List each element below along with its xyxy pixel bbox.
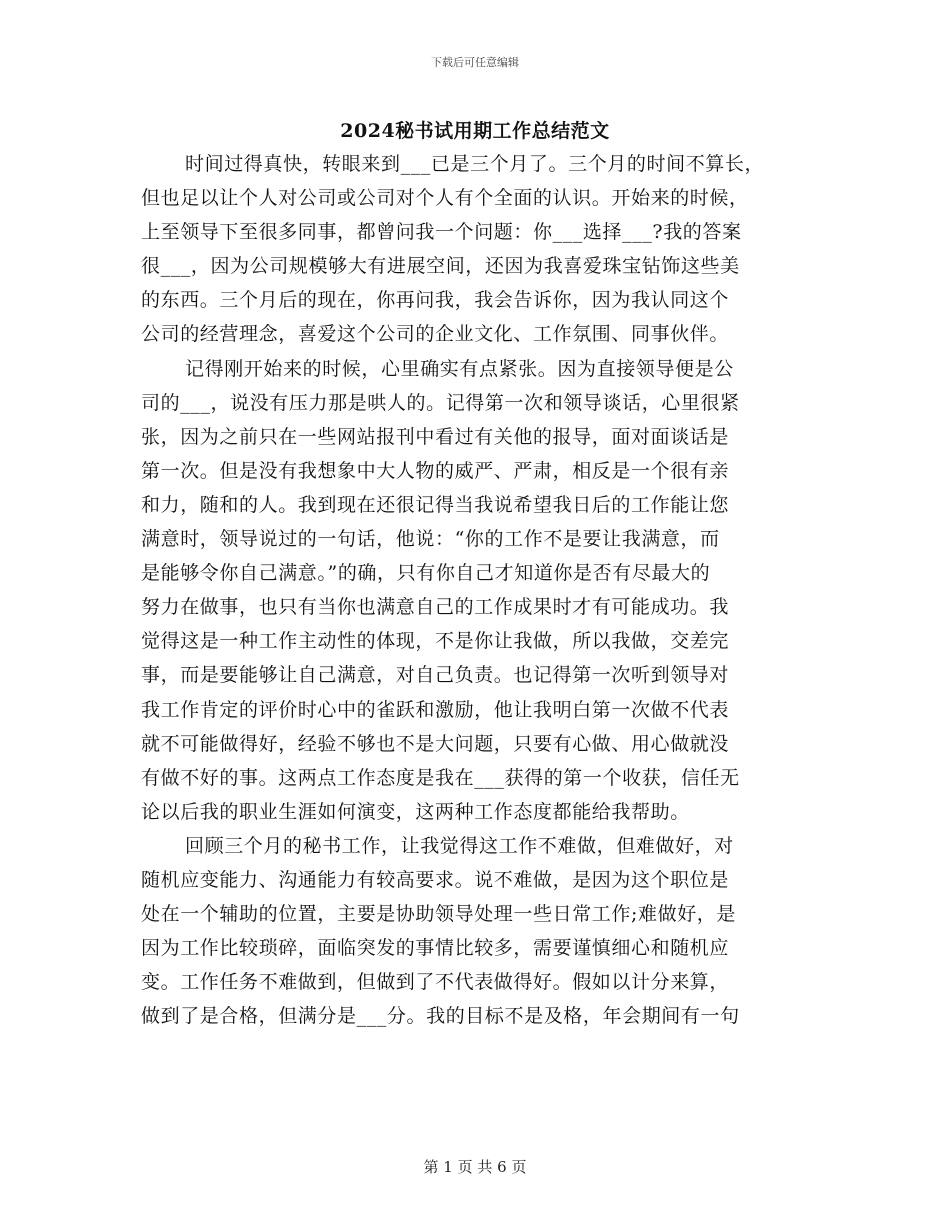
body-line: 因为工作比较琐碎，面临突发的事情比较多，需要谨慎细心和随机应 bbox=[141, 937, 730, 960]
body-line: 第一次。但是没有我想象中大人物的威严、严肃，相反是一个很有亲 bbox=[141, 459, 730, 482]
body-line: 处在一个辅助的位置，主要是协助领导处理一些日常工作;难做好，是 bbox=[141, 903, 737, 926]
body-line: 公司的经营理念，喜爱这个公司的企业文化、工作氛围、同事伙伴。 bbox=[141, 323, 730, 346]
page-header-note: 下载后可任意编辑 bbox=[431, 56, 519, 69]
body-line: 的东西。三个月后的现在，你再问我，我会告诉你，因为我认同这个 bbox=[141, 289, 730, 312]
body-line: 有做不好的事。这两点工作态度是我在___获得的第一个收获，信任无 bbox=[141, 766, 740, 789]
body-line: 记得刚开始来的时候，心里确实有点紧张。因为直接领导便是公 bbox=[185, 357, 734, 380]
body-line: 我工作肯定的评价时心中的雀跃和激励，他让我明白第一次做不代表 bbox=[141, 698, 730, 721]
document-body bbox=[141, 147, 813, 1033]
body-line: 和力，随和的人。我到现在还很记得当我说希望我日后的工作能让您 bbox=[141, 493, 730, 516]
body-line: 回顾三个月的秘书工作，让我觉得这工作不难做，但难做好，对 bbox=[185, 834, 734, 857]
body-line: 变。工作任务不难做到，但做到了不代表做得好。假如以计分来算， bbox=[141, 971, 730, 994]
document-title: 2024秘书试用期工作总结范文 bbox=[340, 120, 610, 142]
body-line: 努力在做事，也只有当你也满意自己的工作成果时才有可能成功。我 bbox=[141, 596, 730, 619]
page-number: 第 1 页 共 6 页 bbox=[423, 1158, 527, 1176]
body-line: 但也足以让个人对公司或公司对个人有个全面的认识。开始来的时候， bbox=[141, 187, 749, 210]
body-line: 就不可能做得好，经验不够也不是大问题，只要有心做、用心做就没 bbox=[141, 732, 730, 755]
body-line: 做到了是合格，但满分是___分。我的目标不是及格，年会期间有一句 bbox=[141, 1005, 740, 1028]
body-line: 上至领导下至很多同事，都曾问我一个问题：你___选择___?我的答案 bbox=[141, 221, 742, 244]
body-line: 论以后我的职业生涯如何演变，这两种工作态度都能给我帮助。 bbox=[141, 800, 690, 823]
body-line: 随机应变能力、沟通能力有较高要求。说不难做，是因为这个职位是 bbox=[141, 868, 730, 891]
body-line: 时间过得真快，转眼来到___已是三个月了。三个月的时间不算长， bbox=[185, 153, 765, 175]
body-line: 是能够令你自己满意。”的确，只有你自己才知道你是否有尽最大的 bbox=[141, 562, 711, 585]
body-line: 觉得这是一种工作主动性的体现，不是你让我做，所以我做，交差完 bbox=[141, 630, 730, 653]
body-line: 司的___，说没有压力那是哄人的。记得第一次和领导谈话，心里很紧 bbox=[141, 391, 740, 414]
body-line: 张，因为之前只在一些网站报刊中看过有关他的报导，面对面谈话是 bbox=[141, 425, 730, 448]
body-line: 满意时，领导说过的一句话，他说：“你的工作不是要让我满意，而 bbox=[141, 528, 720, 551]
body-line: 很___，因为公司规模够大有进展空间，还因为我喜爱珠宝钻饰这些美 bbox=[141, 255, 740, 278]
body-line: 事，而是要能够让自己满意，对自己负责。也记得第一次听到领导对 bbox=[141, 664, 730, 687]
